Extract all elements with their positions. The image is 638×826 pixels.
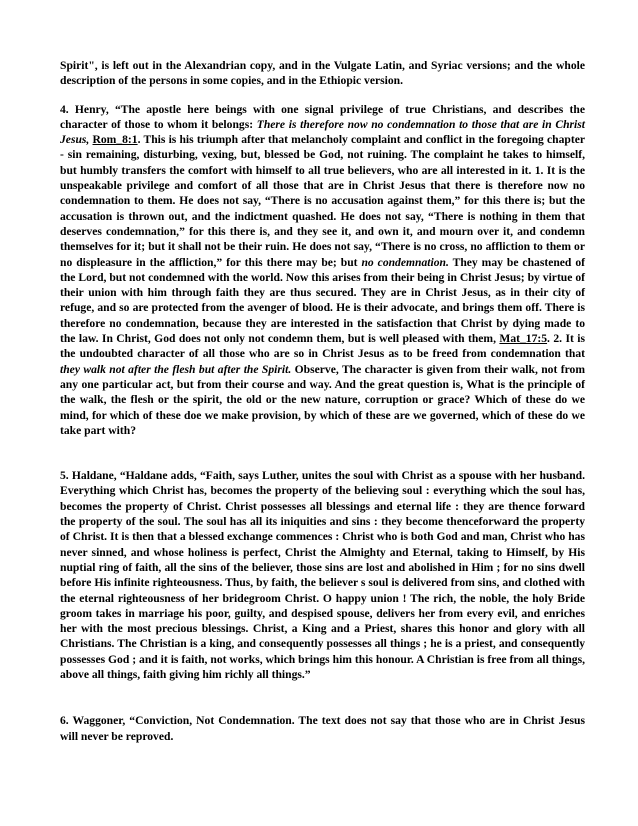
henry-italic-walk: they walk not after the flesh but after the Spirit. (60, 362, 292, 376)
henry-text-5: Observe, The character is given from their walk, not from any one particular act, but from their course and way. And the great question is, What is the principle of the walk, the flesh or the spirit, the old or the new nature, corruption or grace? Which of these do we mind, for which of these doe we make provision, by which of these are we governed, which of these do we take part with? (60, 362, 585, 437)
paragraph-text: Spirit", is left out in the Alexandrian copy, and in the Vulgate Latin, and Syriac versions; and the whole description of the persons in some copies, and in the Ethiopic version. (60, 59, 585, 88)
paragraph-henry (60, 102, 585, 439)
paragraph-waggoner (60, 713, 585, 744)
henry-text-4: . 2. It is the undoubted character of all those who are so in Christ Jesus as to be freed from condemnation that (60, 332, 585, 361)
henry-text-3: They may be chastened of the Lord, but not condemned with the world. Now this arises from their being in Christ Jesus; by virtue of their union with him through faith they are thus secured. They are in Christ Jesus, as in their city of refuge, and so are protected from the avenger of blood. He is their advocate, and brings them off. There is therefore no condemnation, because they are interested in the satisfaction that Christ by dying made to the law. In Christ, God does not only not condemn them, but is well pleased with them, (60, 255, 585, 346)
paragraph-haldane (60, 468, 585, 682)
scripture-link-rom-8-1[interactable]: Rom_8:1 (92, 133, 138, 147)
document-page (60, 58, 585, 744)
paragraph-vulgate-note (60, 58, 585, 89)
henry-text-2: . This is his triumph after that melancholy complaint and conflict in the foregoing chapter - sin remaining, disturbing, vexing, but, blessed be God, not ruining. The complaint he takes to himself, but humbly transfers the comfort with himself to all true believers, who are all interested in it. 1. It is the unspeakable privilege and comfort of all those that are in Christ Jesus that there is therefore now no condemnation to them. He does not say, “There is no accusation against them,” for this there is; but the accusation is thrown out, and the indictment quashed. He does not say, “There is nothing in them that deserves condemnation,” for this there is, and they see it, and own it, and mourn over it, and condemn themselves for it; but it shall not be their ruin. He does not say, “There is no cross, no affliction to them or no displeasure in the affliction,” for this there may be; but (60, 133, 585, 269)
henry-italic-no-condemnation: no condemnation. (361, 255, 449, 269)
paragraph-text: 6. Waggoner, “Conviction, Not Condemnation. The text does not say that those who are in Christ Jesus will never be reproved. (60, 714, 585, 743)
henry-text-1: 4. Henry, “The apostle here beings with one signal privilege of true Christians, and describes the character of those to whom it belongs: (60, 102, 585, 131)
scripture-link-mat-17-5[interactable]: Mat_17:5 (499, 332, 548, 346)
paragraph-text: 5. Haldane, “Haldane adds, “Faith, says Luther, unites the soul with Christ as a spouse with her husband. Everything which Christ has, becomes the property of the believing soul : everything which the soul has, becomes the property of Christ. Christ possesses all blessings and eternal life : they are thence forward the property of the soul. The soul has all its iniquities and sins : they become thenceforward the property of Christ. It is then that a blessed exchange commences : Christ who is both God and man, Christ who has never sinned, and whose holiness is perfect, Christ the Almighty and Eternal, taking to Himself, by His nuptial ring of faith, all the sins of the believer, those sins are lost and abolished in Him ; for no sins dwell before His infinite righteousness. Thus, by faith, the believer s soul is delivered from sins, and clothed with the eternal righteousness of her bridegroom Christ. O happy union ! The rich, the noble, the holy Bride groom takes in marriage his poor, guilty, and despised spouse, delivers her from every evil, and enriches her with the most precious blessings. Christ, a King and a Priest, shares this honor and glory with all Christians. The Christian is a king, and consequently possesses all things ; he is a priest, and consequently possesses God ; and it is faith, not works, which brings him this honour. A Christian is free from all things, above all things, faith giving him richly all things.” (60, 469, 585, 681)
henry-quote-italic: There is therefore now no condemnation to those that are in Christ Jesus, (60, 117, 585, 147)
